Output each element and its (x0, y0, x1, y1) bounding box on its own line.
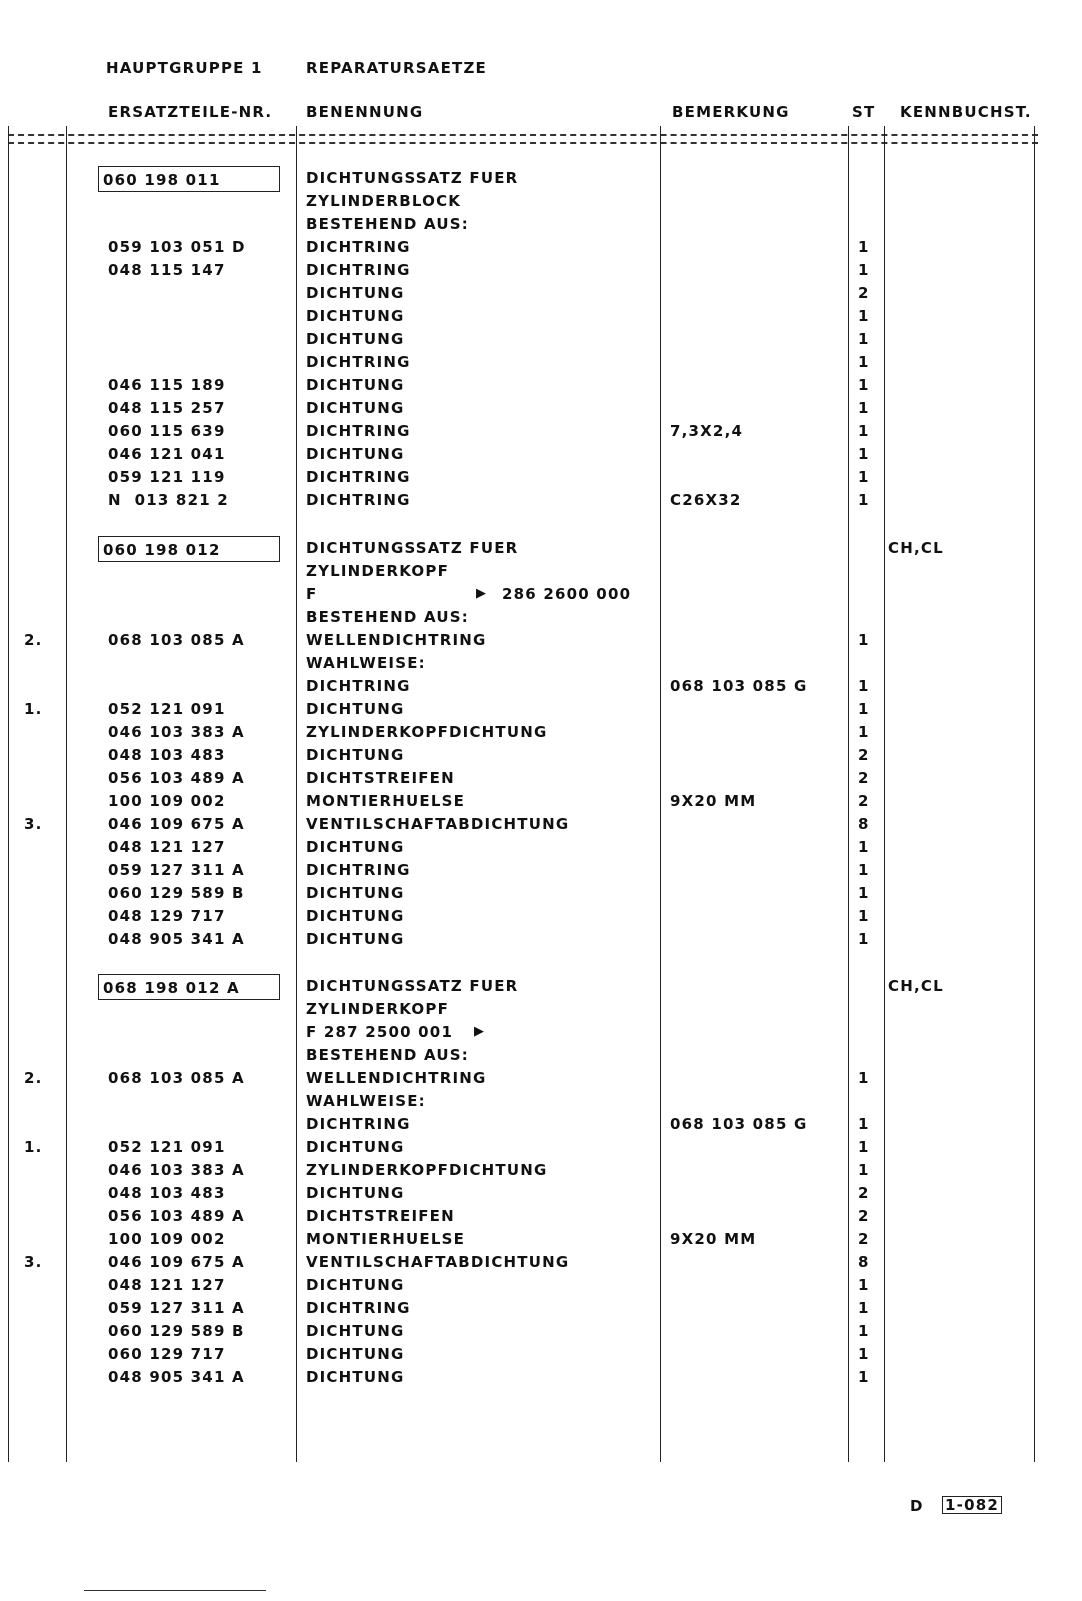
part-name: DICHTUNG (306, 1368, 405, 1386)
part-quantity: 1 (858, 723, 870, 741)
part-remark: 068 103 085 G (670, 677, 808, 695)
part-name: WAHLWEISE: (306, 1092, 426, 1110)
part-number: 048 115 147 (108, 261, 226, 279)
part-number: 048 905 341 A (108, 930, 245, 948)
part-remark: C26X32 (670, 491, 742, 509)
figure-position: 1. (24, 1138, 43, 1156)
part-quantity: 1 (858, 1069, 870, 1087)
part-quantity: 1 (858, 861, 870, 879)
part-number: 048 103 483 (108, 1184, 226, 1202)
part-name: DICHTRING (306, 353, 411, 371)
part-quantity: 2 (858, 1207, 870, 1225)
part-number: 059 127 311 A (108, 861, 245, 879)
kit-description-line: BESTEHEND AUS: (306, 215, 469, 233)
part-name: DICHTUNG (306, 700, 405, 718)
kit-reference-number: 286 2600 000 (502, 585, 632, 603)
figure-position: 3. (24, 1253, 43, 1271)
part-number: 048 115 257 (108, 399, 226, 417)
kit-description-line: DICHTUNGSSATZ FUER (306, 539, 519, 557)
part-name: WAHLWEISE: (306, 654, 426, 672)
part-name: DICHTRING (306, 261, 411, 279)
part-quantity: 1 (858, 399, 870, 417)
part-name: DICHTUNG (306, 884, 405, 902)
part-quantity: 1 (858, 445, 870, 463)
part-number: 048 121 127 (108, 1276, 226, 1294)
part-quantity: 1 (858, 307, 870, 325)
part-name: DICHTRING (306, 1115, 411, 1133)
kit-description-line: ZYLINDERBLOCK (306, 192, 462, 210)
kit-description-line: BESTEHEND AUS: (306, 1046, 469, 1064)
part-name: VENTILSCHAFTABDICHTUNG (306, 815, 570, 833)
column-rule (1034, 126, 1035, 1462)
part-name: DICHTUNG (306, 1322, 405, 1340)
part-quantity: 2 (858, 1184, 870, 1202)
part-quantity: 1 (858, 238, 870, 256)
part-number: 046 109 675 A (108, 815, 245, 833)
part-number: 046 103 383 A (108, 1161, 245, 1179)
column-header-remark: BEMERKUNG (672, 103, 790, 121)
part-name: DICHTUNG (306, 307, 405, 325)
column-rule (66, 126, 67, 1462)
part-quantity: 1 (858, 838, 870, 856)
part-quantity: 1 (858, 491, 870, 509)
right-arrow-icon: ▶ (474, 1024, 486, 1039)
kit-description-line: BESTEHEND AUS: (306, 608, 469, 626)
main-group-label: HAUPTGRUPPE 1 (106, 59, 263, 77)
column-header-part-no: ERSATZTEILE-NR. (108, 103, 273, 121)
part-name: DICHTSTREIFEN (306, 769, 455, 787)
part-quantity: 1 (858, 261, 870, 279)
part-name: ZYLINDERKOPFDICHTUNG (306, 1161, 548, 1179)
column-rule (848, 126, 849, 1462)
part-number: 046 103 383 A (108, 723, 245, 741)
part-name: DICHTUNG (306, 746, 405, 764)
part-number: 059 103 051 D (108, 238, 246, 256)
part-number: 068 103 085 A (108, 1069, 245, 1087)
part-name: DICHTUNG (306, 376, 405, 394)
part-number: 048 905 341 A (108, 1368, 245, 1386)
part-quantity: 1 (858, 422, 870, 440)
part-number: 060 129 589 B (108, 1322, 245, 1340)
part-number: 048 103 483 (108, 746, 226, 764)
column-rule (296, 126, 297, 1462)
kit-code: CH,CL (888, 539, 944, 557)
part-name: WELLENDICHTRING (306, 631, 487, 649)
part-remark: 9X20 MM (670, 792, 757, 810)
part-remark: 9X20 MM (670, 1230, 757, 1248)
column-header-qty: ST (852, 103, 876, 121)
kit-description-line: F (306, 585, 318, 603)
part-name: DICHTUNG (306, 1345, 405, 1363)
part-quantity: 8 (858, 1253, 870, 1271)
kit-description-line: DICHTUNGSSATZ FUER (306, 977, 519, 995)
part-number: 100 109 002 (108, 1230, 226, 1248)
part-name: DICHTUNG (306, 445, 405, 463)
part-number: 068 103 085 A (108, 631, 245, 649)
part-quantity: 1 (858, 700, 870, 718)
part-quantity: 2 (858, 284, 870, 302)
part-name: DICHTRING (306, 422, 411, 440)
part-name: DICHTRING (306, 491, 411, 509)
figure-position: 1. (24, 700, 43, 718)
part-number: 060 115 639 (108, 422, 226, 440)
column-rule (8, 126, 9, 1462)
part-name: DICHTUNG (306, 907, 405, 925)
part-number: N 013 821 2 (108, 491, 229, 509)
part-name: DICHTUNG (306, 330, 405, 348)
part-name: DICHTUNG (306, 1138, 405, 1156)
part-number: 056 103 489 A (108, 1207, 245, 1225)
part-remark: 7,3X2,4 (670, 422, 744, 440)
figure-position: 2. (24, 1069, 43, 1087)
part-quantity: 1 (858, 353, 870, 371)
part-quantity: 1 (858, 884, 870, 902)
part-name: DICHTUNG (306, 838, 405, 856)
part-name: DICHTRING (306, 1299, 411, 1317)
part-quantity: 2 (858, 792, 870, 810)
column-rule (660, 126, 661, 1462)
part-quantity: 1 (858, 330, 870, 348)
part-name: DICHTUNG (306, 930, 405, 948)
right-arrow-icon: ▶ (476, 586, 488, 601)
part-name: DICHTRING (306, 238, 411, 256)
part-quantity: 1 (858, 1138, 870, 1156)
kit-code: CH,CL (888, 977, 944, 995)
part-name: VENTILSCHAFTABDICHTUNG (306, 1253, 570, 1271)
column-header-name: BENENNUNG (306, 103, 424, 121)
part-name: MONTIERHUELSE (306, 792, 466, 810)
part-remark: 068 103 085 G (670, 1115, 808, 1133)
part-quantity: 2 (858, 769, 870, 787)
part-quantity: 1 (858, 930, 870, 948)
part-quantity: 8 (858, 815, 870, 833)
part-quantity: 1 (858, 468, 870, 486)
part-number: 046 121 041 (108, 445, 226, 463)
part-name: DICHTRING (306, 861, 411, 879)
kit-number-box: 060 198 011 (98, 166, 280, 192)
kit-number-box: 060 198 012 (98, 536, 280, 562)
part-name: DICHTRING (306, 677, 411, 695)
part-number: 052 121 091 (108, 1138, 226, 1156)
part-name: DICHTUNG (306, 1276, 405, 1294)
part-number: 059 127 311 A (108, 1299, 245, 1317)
main-group-title: REPARATURSAETZE (306, 59, 487, 77)
part-quantity: 1 (858, 1276, 870, 1294)
page-reference: 1-082 (942, 1496, 1002, 1514)
part-quantity: 1 (858, 1161, 870, 1179)
kit-description-line: DICHTUNGSSATZ FUER (306, 169, 519, 187)
part-quantity: 1 (858, 1368, 870, 1386)
part-name: MONTIERHUELSE (306, 1230, 466, 1248)
kit-description-line: ZYLINDERKOPF (306, 562, 450, 580)
part-number: 060 129 589 B (108, 884, 245, 902)
part-number: 048 121 127 (108, 838, 226, 856)
part-number: 056 103 489 A (108, 769, 245, 787)
part-number: 052 121 091 (108, 700, 226, 718)
part-name: DICHTUNG (306, 284, 405, 302)
part-number: 046 115 189 (108, 376, 226, 394)
part-name: DICHTUNG (306, 1184, 405, 1202)
part-number: 048 129 717 (108, 907, 226, 925)
part-name: DICHTSTREIFEN (306, 1207, 455, 1225)
part-name: WELLENDICHTRING (306, 1069, 487, 1087)
figure-position: 2. (24, 631, 43, 649)
kit-description-line: ZYLINDERKOPF (306, 1000, 450, 1018)
part-name: DICHTRING (306, 468, 411, 486)
part-number: 100 109 002 (108, 792, 226, 810)
part-quantity: 1 (858, 907, 870, 925)
figure-position: 3. (24, 815, 43, 833)
part-number: 060 129 717 (108, 1345, 226, 1363)
kit-number-box: 068 198 012 A (98, 974, 280, 1000)
part-name: DICHTUNG (306, 399, 405, 417)
part-quantity: 2 (858, 746, 870, 764)
part-quantity: 1 (858, 1345, 870, 1363)
column-header-code: KENNBUCHST. (900, 103, 1032, 121)
part-quantity: 1 (858, 631, 870, 649)
part-number: 059 121 119 (108, 468, 226, 486)
part-quantity: 1 (858, 1115, 870, 1133)
part-quantity: 1 (858, 1322, 870, 1340)
part-quantity: 1 (858, 1299, 870, 1317)
column-rule (884, 126, 885, 1462)
part-number: 046 109 675 A (108, 1253, 245, 1271)
part-quantity: 2 (858, 1230, 870, 1248)
part-quantity: 1 (858, 677, 870, 695)
part-name: ZYLINDERKOPFDICHTUNG (306, 723, 548, 741)
part-quantity: 1 (858, 376, 870, 394)
kit-description-line: F 287 2500 001 (306, 1023, 454, 1041)
page-prefix: D (910, 1497, 924, 1515)
scan-edge-mark (84, 1590, 266, 1591)
